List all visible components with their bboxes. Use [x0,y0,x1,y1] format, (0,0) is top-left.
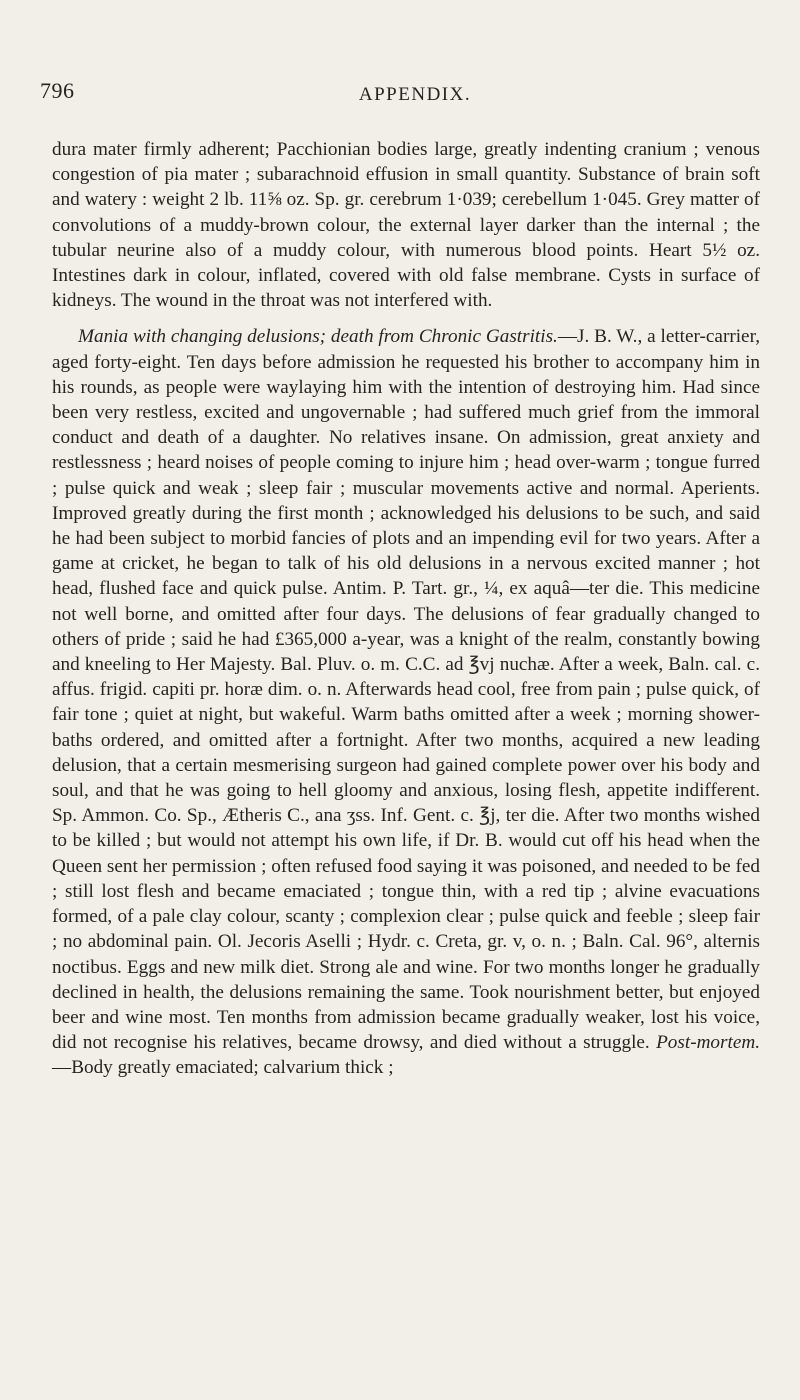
running-head: APPENDIX. [358,84,472,105]
post-mortem-label: Post-mortem. [656,1032,760,1054]
case-paragraph [52,324,760,1080]
case-body: —J. B. W., a letter-carrier, aged forty-eight. Ten days before admission he requested his brother to accompany him in his rounds, as people were waylaying him with the intention of destroying him. Had since been very restless, excited and ungovernable ; had suffered much grief from the immoral conduct and death of a daughter. No relatives insane. On admission, great anxiety and restlessness ; heard noises of people coming to injure him ; head over-warm ; tongue furred ; pulse quick and weak ; sleep fair ; muscular movements active and normal. Aperients. Improved greatly during the first month ; acknowledged his delusions to be such, and said he had been subject to morbid fancies of plots and an impending evil for two years. After a game at cricket, he began to talk of his old delusions in a nervous excited manner ; hot head, flushed face and quick pulse. Antim. P. Tart. gr., ¼, ex aquâ—ter die. This medicine not well borne, and omitted after four days. The delusions of fear gradually changed to others of pride ; said he had £365,000 a-year, was a knight of the realm, constantly bowing and kneeling to Her Majesty. Bal. Pluv. o. m. C.C. ad ℥vj nuchæ. After a week, Baln. cal. c. affus. frigid. capiti pr. horæ dim. o. n. Afterwards head cool, free from pain ; pulse quick, of fair tone ; quiet at night, but wakeful. Warm baths omitted after a week ; morning shower-baths ordered, and omitted after a fortnight. After two months, acquired a new leading delusion, that a certain mesmerising surgeon had gained complete power over his body and soul, and that he was going to hell gloomy and anxious, losing flesh, appetite indifferent. Sp. Ammon. Co. Sp., Ætheris C., ana ʒss. Inf. Gent. c. ℥j, ter die. After two months wished to be killed ; but would not attempt his own life, if Dr. B. would cut off his head when the Queen sent her permission ; often refused food saying it was poisoned, and needed to be fed ; still lost flesh and became emaciated ; tongue thin, with a red tip ; alvine evacuations formed, of a pale clay colour, scanty ; complexion clear ; pulse quick and feeble ; sleep fair ; no abdominal pain. Ol. Jecoris Aselli ; Hydr. c. Creta, gr. v, o. n. ; Baln. Cal. 96°, alternis noctibus. Eggs and new milk diet. Strong ale and wine. For two months longer he gradually declined in health, the delusions remaining the same. Took nourishment better, but enjoyed beer and wine most. Ten months from admission became gradually weaker, lost his voice, did not recognise his relatives, became drowsy, and died without a struggle. [52,326,760,1054]
body-text [52,137,760,1081]
case-title: Mania with changing delusions; death from Chronic Gastritis. [78,326,558,348]
post-mortem-text: —Body greatly emaciated; calvarium thick ; [52,1057,394,1079]
page-number: 796 [40,78,75,103]
paragraph-continued: dura mater firmly adherent; Pacchionian bodies large, greatly indenting cranium ; venous congestion of pia mater ; subarachnoid effusion in small quantity. Substance of brain soft and watery : weight 2 lb. 11⅝ oz. Sp. gr. cerebrum 1·039; cerebellum 1·045. Grey matter of convolutions of a muddy-brown colour, the external layer darker than the internal ; the tubular neurine also of a muddy colour, with numerous blood points. Heart 5½ oz. Intestines dark in colour, inflated, covered with old false membrane. Cysts in surface of kidneys. The wound in the throat was not interfered with. [52,139,760,312]
